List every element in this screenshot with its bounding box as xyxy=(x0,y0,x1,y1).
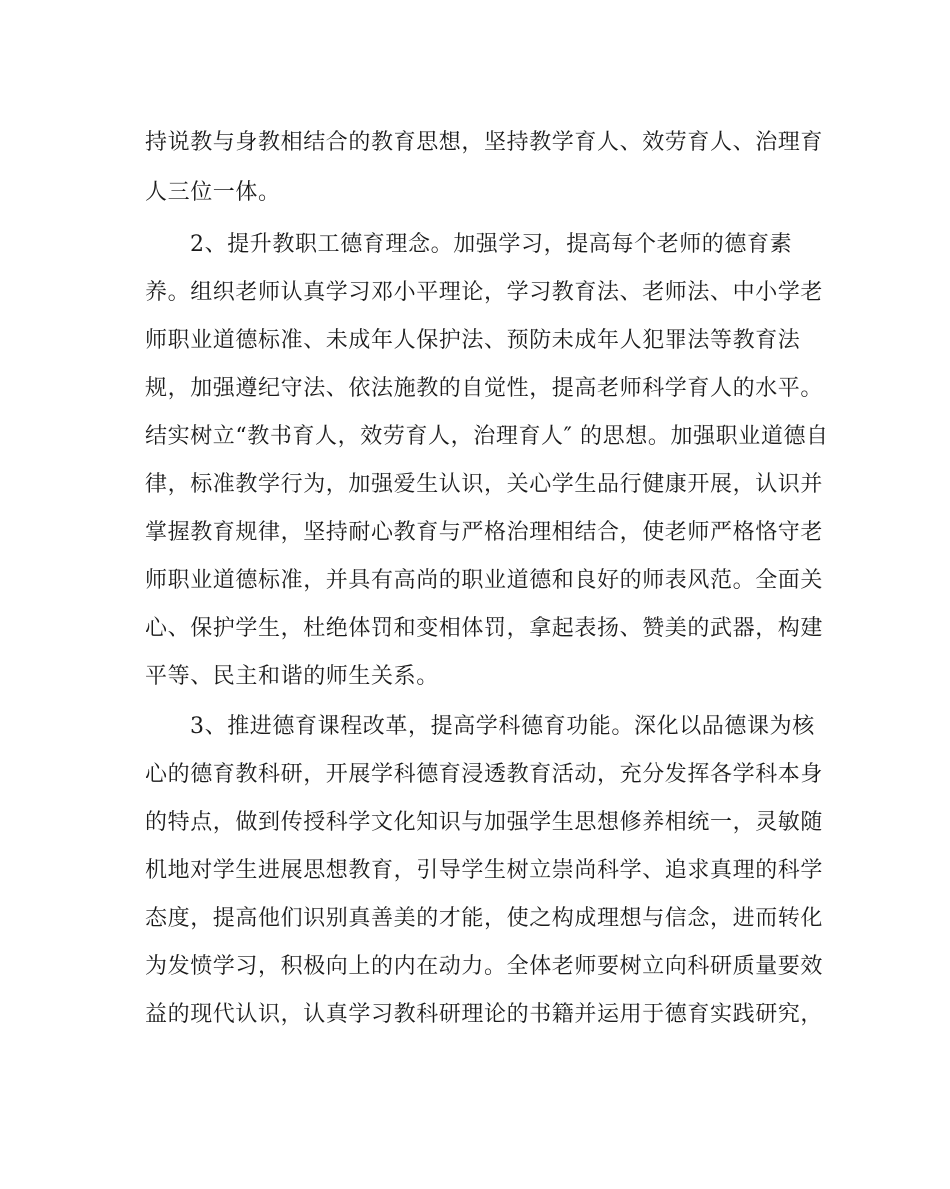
text-line: 师职业道德标准、未成年人保护法、预防未成年人犯罪法等教育法 xyxy=(145,328,801,353)
text-line: 人三位一体。 xyxy=(145,180,281,205)
text-line: 律，标准教学行为，加强爱生认识，关心学生品行健康开展，认识并 xyxy=(145,472,824,497)
text-line: 的特点，做到传授科学文化知识与加强学生思想修养相统一，灵敏随 xyxy=(145,810,824,835)
text-line: 结实树立“教书育人，效劳育人，治理育人″ 的思想。加强职业道德自 xyxy=(145,424,829,449)
text-line: 心的德育教科研，开展学科德育浸透教育活动，充分发挥各学科本身 xyxy=(145,762,824,787)
text-line: 态度，提高他们识别真善美的才能，使之构成理想与信念，进而转化 xyxy=(145,906,824,931)
text-line: 规，加强遵纪守法、依法施教的自觉性，提高老师科学育人的水平。 xyxy=(145,376,824,401)
text-line: 心、保护学生，杜绝体罚和变相体罚，拿起表扬、赞美的武器，构建 xyxy=(145,616,824,641)
text-line: 机地对学生进展思想教育，引导学生树立崇尚科学、追求真理的科学 xyxy=(145,858,824,883)
text-line: 为发愤学习，积极向上的内在动力。全体老师要树立向科研质量要效 xyxy=(145,954,824,979)
text-line: 师职业道德标准，并具有高尚的职业道德和良好的师表风范。全面关 xyxy=(145,568,824,593)
text-line: 掌握教育规律，坚持耐心教育与严格治理相结合，使老师严格恪守老 xyxy=(145,520,824,545)
text-line: 持说教与身教相结合的教育思想，坚持教学育人、效劳育人、治理育 xyxy=(145,130,824,155)
paragraph-start-line: 2、提升教职工德育理念。加强学习，提高每个老师的德育素 xyxy=(190,232,793,257)
text-line: 平等、民主和谐的师生关系。 xyxy=(145,664,439,689)
text-line: 益的现代认识，认真学习教科研理论的书籍并运用于德育实践研究， xyxy=(145,1002,824,1027)
text-line: 养。组织老师认真学习邓小平理论，学习教育法、老师法、中小学老 xyxy=(145,280,824,305)
paragraph-start-line: 3、推进德育课程改革，提高学科德育功能。深化以品德课为核 xyxy=(190,714,815,739)
